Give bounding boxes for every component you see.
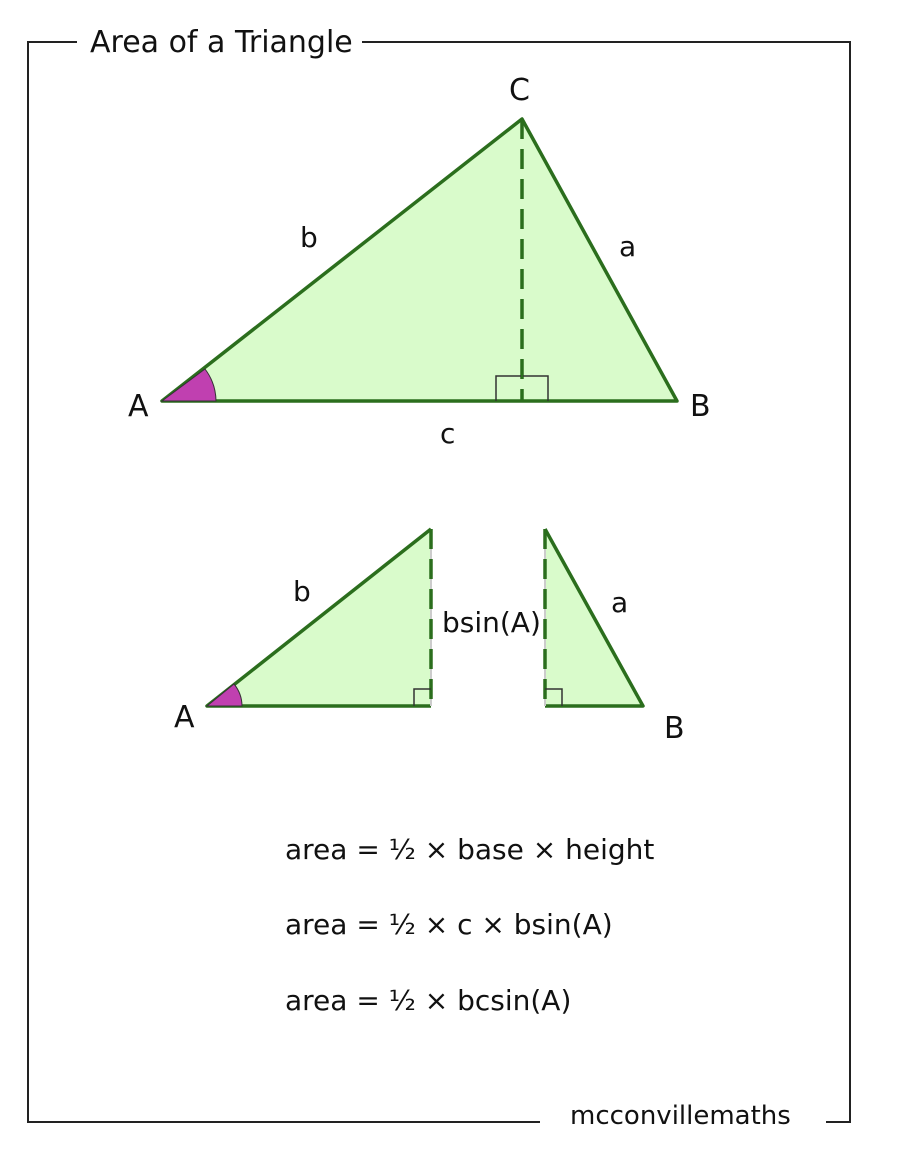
height-label: bsin(A) (442, 606, 541, 639)
vertex-label-c: C (509, 73, 530, 108)
left-piece-angle-marker (207, 684, 242, 706)
right-piece (545, 529, 685, 746)
formula-line-3: area = ½ × bcsin(A) (285, 984, 572, 1017)
side-label-b: b (300, 221, 318, 254)
right-vertex-label-b: B (664, 711, 685, 746)
right-side-label-a: a (611, 586, 629, 619)
watermark: mcconvillemaths (570, 1101, 791, 1131)
left-side-label-b: b (293, 575, 311, 608)
vertex-label-a: A (128, 389, 149, 424)
formula-line-1: area = ½ × base × height (285, 833, 655, 866)
left-piece (174, 529, 541, 735)
main-triangle (128, 73, 711, 450)
formulas (285, 833, 654, 1017)
left-vertex-label-a: A (174, 700, 195, 735)
page-title: Area of a Triangle (90, 25, 353, 60)
side-label-c: c (440, 417, 456, 450)
side-label-a: a (619, 230, 637, 263)
main-triangle-shape (162, 119, 677, 401)
formula-line-2: area = ½ × c × bsin(A) (285, 908, 613, 941)
vertex-label-b: B (690, 389, 711, 424)
angle-a-marker (162, 369, 216, 401)
